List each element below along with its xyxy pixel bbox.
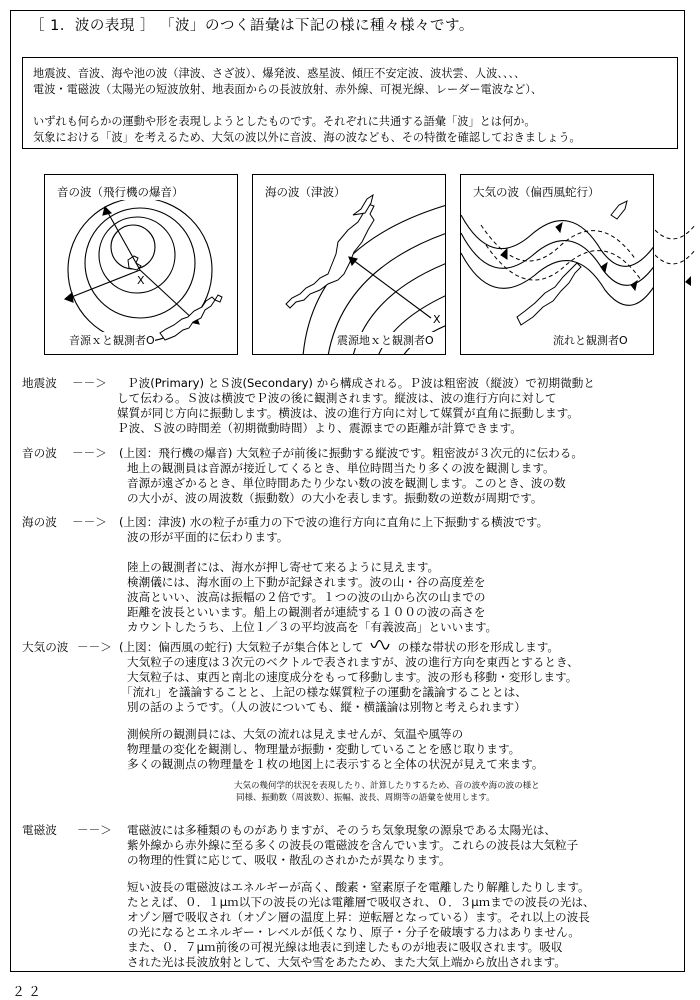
body-line: 電磁波には多種類のものがありますが、そのうち気象現象の源泉である太陽光は、 bbox=[127, 823, 556, 837]
sound-wave-diagram bbox=[45, 175, 238, 355]
term-body bbox=[119, 640, 579, 772]
footnote bbox=[234, 780, 540, 804]
westerly-meander-diagram bbox=[461, 175, 654, 355]
page-number: ２２ bbox=[12, 985, 45, 1000]
body-line: (上図：津波) 水の粒子が重力の下で波の進行方向に直角に上下振動する横波です。 bbox=[119, 515, 549, 529]
body-line: 「流れ」を議論することと、上記の様な媒質粒子の運動を議論することとは、 bbox=[121, 685, 527, 699]
body-line: 紫外線から赤外線に至る多くの波長の電磁波を含んでいます。これらの波長は大気粒子 bbox=[127, 838, 579, 852]
body-line: 音源が遠ざかるとき、単位時間あたり少ない数の波を観測します。このとき、波の数 bbox=[127, 476, 566, 490]
term-label: 電磁波 bbox=[22, 823, 57, 837]
term-arrow: －－＞ bbox=[77, 823, 112, 837]
panel-title: 音の波（飛行機の爆音） bbox=[57, 185, 184, 199]
footnote-line: 大気の幾何学的状況を表現したり、計算したりするため、音の波や海の波の様と bbox=[234, 781, 540, 791]
panel-title: 大気の波（偏西風蛇行） bbox=[473, 185, 600, 199]
body-line bbox=[119, 640, 579, 655]
body-line: (上図：飛行機の爆音) 大気粒子が前後に振動する縦波です。粗密波が３次元的に伝わる。 bbox=[119, 446, 583, 460]
intro-line: 電波・電磁波（太陽光の短波放射、地表面からの長波放射、赤外線、可視光線、レーダー電波など）、 bbox=[33, 83, 543, 96]
body-line: して伝わる。Ｓ波は横波でＰ波の後に観測されます。縦波は、波の進行方向に対して bbox=[117, 391, 557, 405]
body-line: 波の形が平面的に伝わります。 bbox=[127, 530, 289, 544]
panel-sound-wave bbox=[44, 174, 238, 355]
panel-caption: 音源ｘと観測者O bbox=[69, 334, 155, 347]
body-line: 距離を波長といいます。船上の観測者が連続する１００の波の高さを bbox=[127, 605, 486, 619]
body-text: (上図：偏西風の蛇行) 大気粒子が集合体として bbox=[119, 640, 364, 654]
panel-sea-wave bbox=[252, 174, 446, 355]
body-line: 測候所の観測員には、大気の流れは見えませんが、気温や風等の bbox=[127, 727, 464, 741]
term-arrow: －－＞ bbox=[72, 376, 107, 390]
body-line: 波高といい、波高は振幅の２倍です。１つの波の山から次の山までの bbox=[127, 590, 486, 604]
intro-line: 気象における「波」を考えるため、大気の波以外に音波、海の波なども、その特徴を確認しておきましょう。 bbox=[33, 131, 581, 144]
panel-caption: 震源地ｘと観測者O bbox=[337, 334, 434, 347]
term-body bbox=[119, 515, 548, 635]
body-line: 地上の観測員は音源が接近してくるとき、単位時間当たり多くの波を観測します。 bbox=[127, 461, 555, 475]
body-line: 媒質が同じ方向に振動します。横波は、波の進行方向に対して媒質が直角に振動します。 bbox=[117, 406, 579, 420]
body-line: 物理量の変化を観測し、物理量が振動・変動していることを感じ取ります。 bbox=[127, 742, 521, 756]
term-label: 音の波 bbox=[22, 446, 57, 460]
body-line: また、０．７μｍ前後の可視光線は地表に到達したものが地表に吸収されます。吸収 bbox=[127, 940, 563, 954]
wave-overflow-arrows bbox=[655, 210, 699, 290]
body-line: された光は長波放射として、大気や雪をあたため、また大気上端から放出されます。 bbox=[127, 955, 566, 969]
body-line: 別の話のようです。（人の波についても、縦・横議論は別物と考えられます） bbox=[127, 700, 526, 714]
panel-atmospheric-wave bbox=[460, 174, 654, 355]
term-label: 海の波 bbox=[22, 515, 57, 529]
term-arrow: －－＞ bbox=[72, 515, 107, 529]
wave-symbol-icon bbox=[370, 640, 392, 654]
body-line: の光になるとエネルギー・レベルが低くなり、原子・分子を破壊する力はありません。 bbox=[127, 925, 580, 939]
body-line: 陸上の観測者には、海水が押し寄せて来るように見えます。 bbox=[127, 560, 440, 574]
intro-line: 地震波、音波、海や池の波（津波、さざ波）、爆発波、惑星波、傾圧不安定波、波状雲、人波、、、、 bbox=[33, 67, 526, 80]
panel-caption: 流れと観測者O bbox=[553, 334, 628, 347]
term-arrow: －－＞ bbox=[77, 640, 112, 654]
term-body bbox=[117, 376, 595, 436]
intro-box bbox=[22, 57, 678, 149]
epicenter-marker: X bbox=[433, 313, 441, 326]
panel-title: 海の波（津波） bbox=[265, 185, 346, 199]
term-body bbox=[127, 823, 595, 970]
tsunami-diagram bbox=[253, 175, 446, 355]
body-line: 検潮儀には、海水面の上下動が記録されます。波の山・谷の高度差を bbox=[127, 575, 486, 589]
term-arrow: －－＞ bbox=[72, 446, 107, 460]
intro-line: いずれも何らかの運動や形を表現しようとしたものです。それぞれに共通する語彙「波」とは何か。 bbox=[33, 115, 536, 128]
source-marker: X bbox=[137, 274, 145, 287]
body-line: の物理的性質に応じて、吸収・散乱のされかたが異なります。 bbox=[127, 853, 451, 867]
term-label: 大気の波 bbox=[22, 640, 69, 654]
section-heading: ［ 1．波の表現 ］ 「波」のつく語彙は下記の様に種々様々です。 bbox=[30, 18, 474, 34]
body-line: 大気粒子は、東西と南北の速度成分をもって移動します。波の形も移動・変形します。 bbox=[127, 670, 578, 684]
body-line: の大小が、波の周波数（振動数）の大小を表します。振動数の逆数が周期です。 bbox=[127, 491, 543, 505]
footnote-line: 同様、振動数（周波数）、振幅、波長、周期等の語彙を使用します。 bbox=[236, 793, 495, 803]
body-text: の様な帯状の形を形成します。 bbox=[397, 640, 559, 654]
body-line: カウントしたうち、上位１／３の平均波高を「有義波高」といいます。 bbox=[127, 620, 498, 634]
term-label: 地震波 bbox=[22, 376, 57, 390]
body-line: Ｐ波、Ｓ波の時間差（初期微動時間）より、震源までの距離が計算できます。 bbox=[117, 421, 522, 435]
term-body bbox=[119, 446, 583, 506]
body-line: オゾン層で吸収され（オゾン層の温度上昇：逆転層となっている）ます。それ以上の波長 bbox=[127, 910, 590, 924]
body-line: 多くの観測点の物理量を１枚の地図上に表示すると全体の状況が見えて来ます。 bbox=[127, 757, 544, 771]
body-line: 短い波長の電磁波はエネルギーが高く、酸素・窒素原子を電離したり解離したりします。 bbox=[127, 880, 590, 894]
body-line: Ｐ波(Primary) とＳ波(Secondary) から構成される。Ｐ波は粗密波（縦波）で初期微動と bbox=[127, 376, 595, 390]
body-line: 大気粒子の速度は３次元のベクトルで表されますが、波の進行方向を東西とするとき、 bbox=[127, 655, 579, 669]
body-line: たとえば、０．１μｍ以下の波長の光は電離層で吸収され、０．３μｍまでの波長の光は、 bbox=[127, 895, 595, 909]
